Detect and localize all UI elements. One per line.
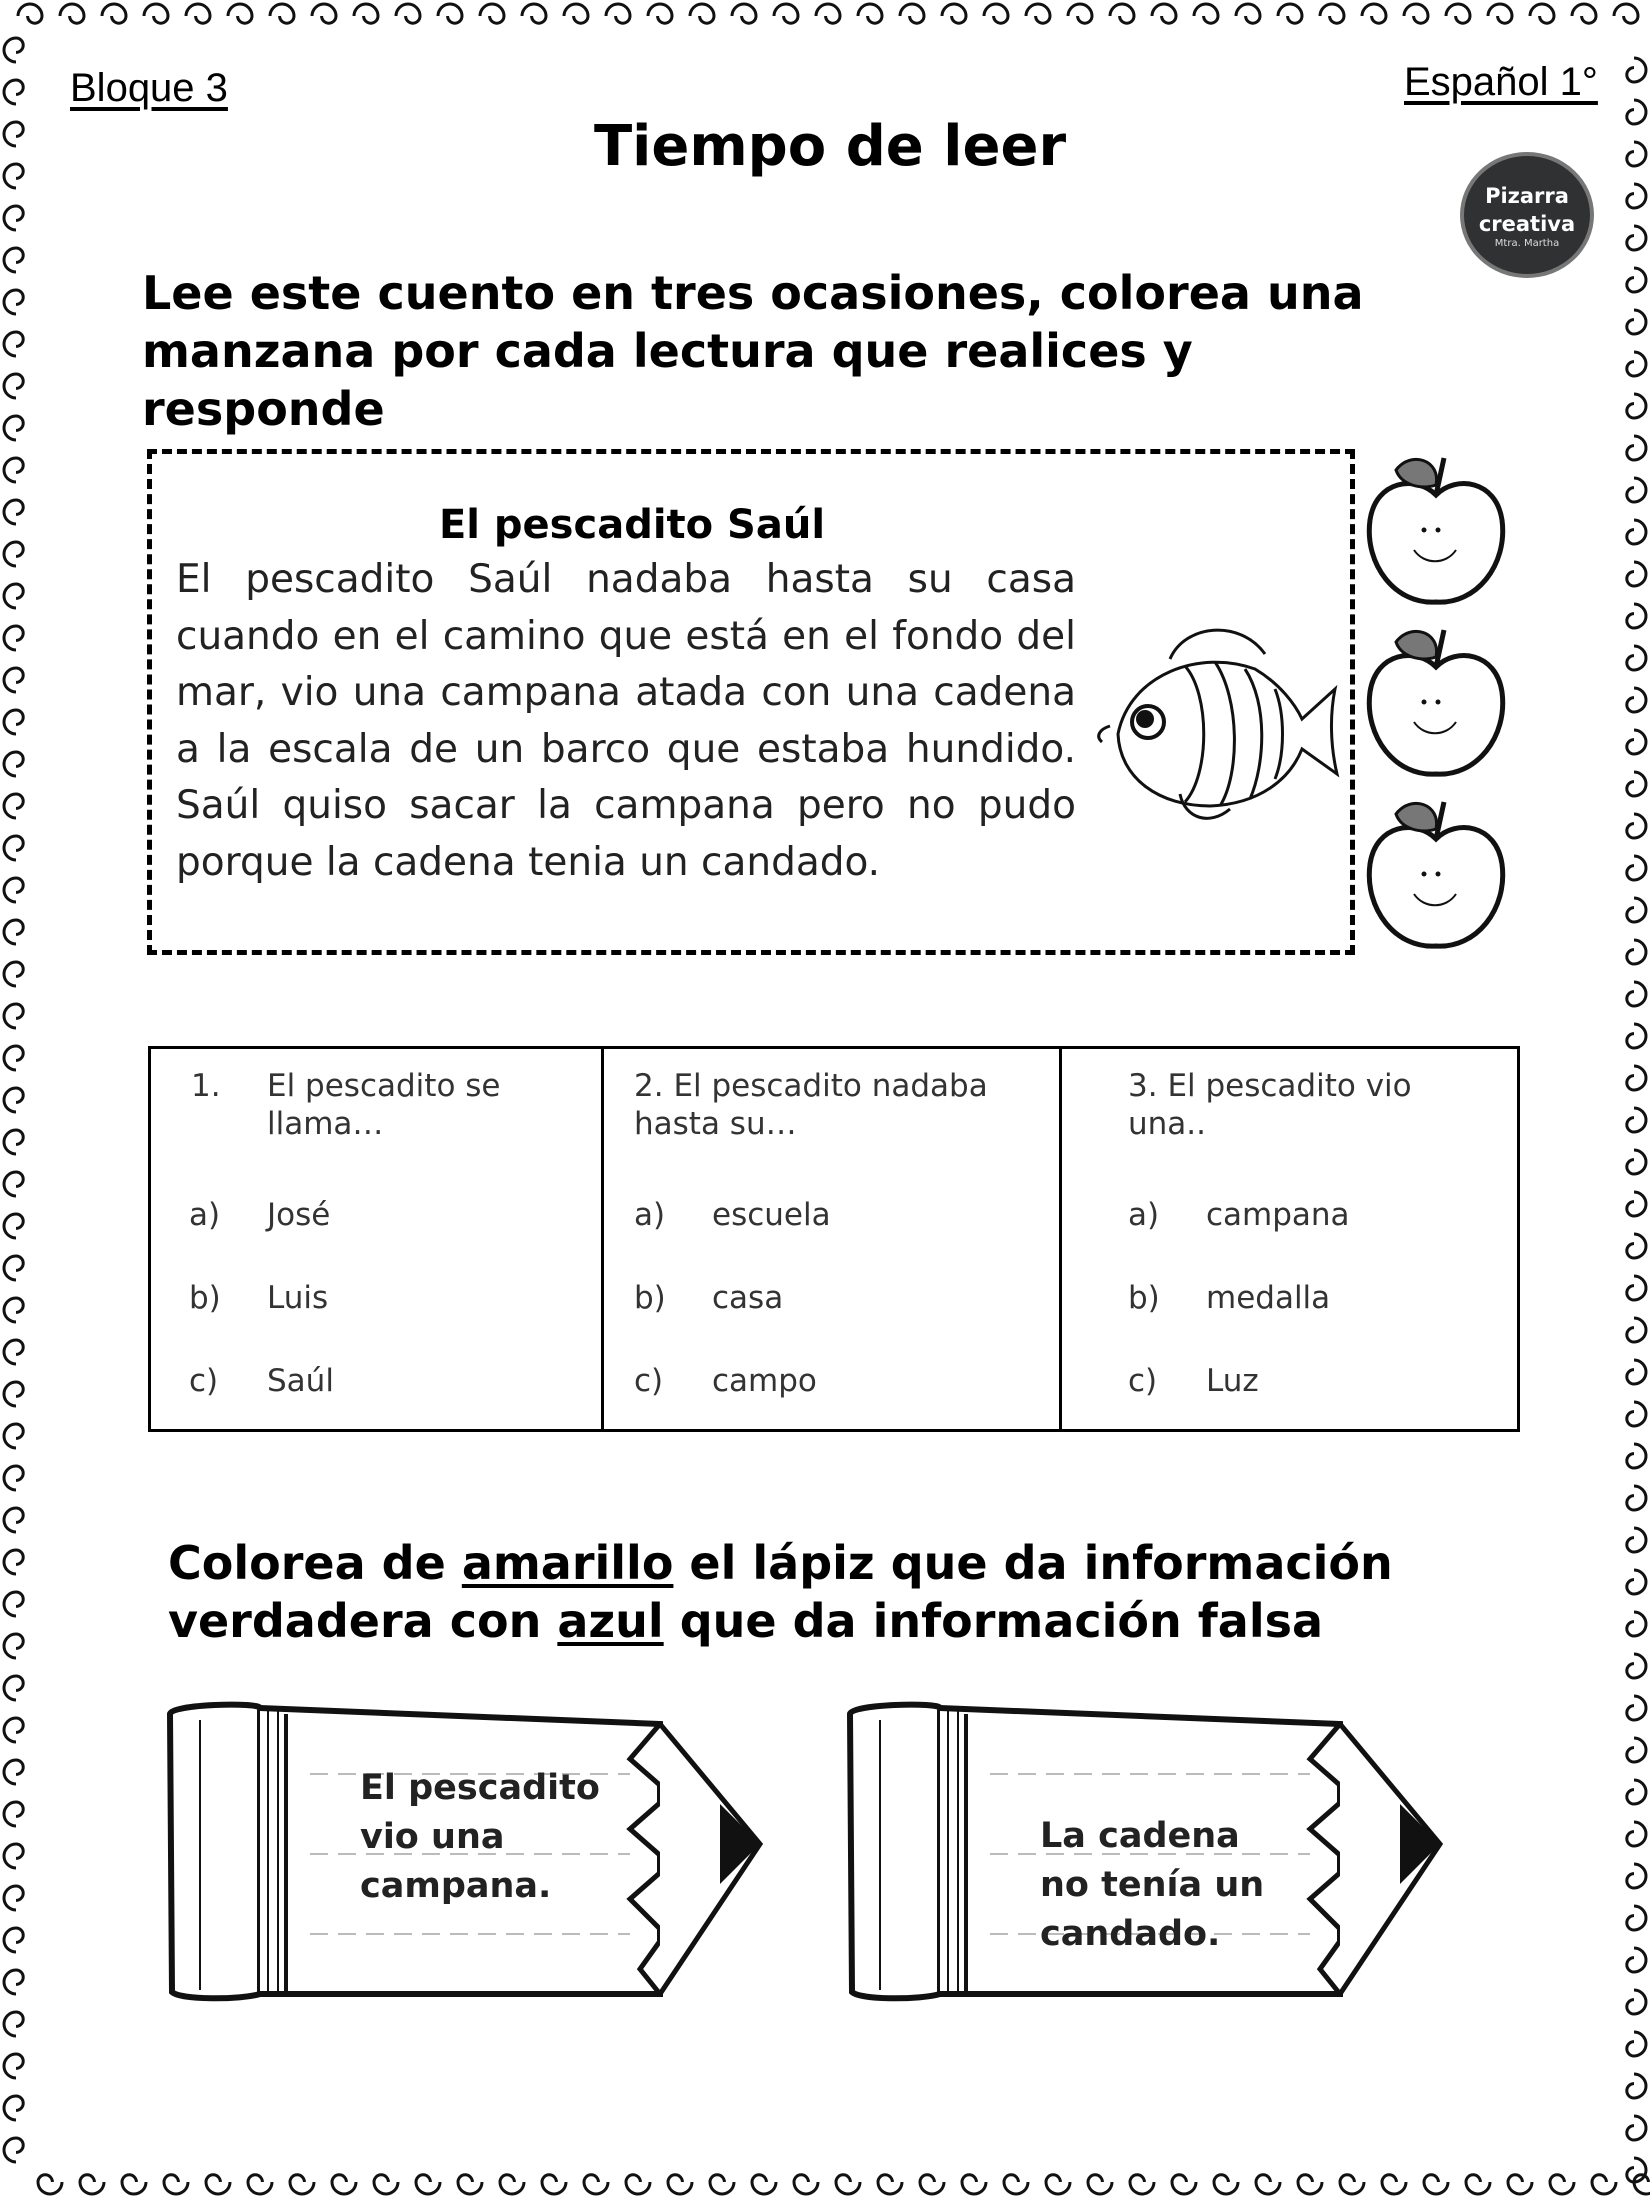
reading-apples xyxy=(1356,440,1518,960)
border-swirl xyxy=(312,4,336,23)
border-swirl xyxy=(1627,1360,1646,1384)
border-swirl xyxy=(4,1424,23,1448)
option-answer[interactable]: escuela xyxy=(712,1197,831,1233)
border-swirl xyxy=(248,2175,272,2194)
border-swirl xyxy=(1627,1276,1646,1300)
border-swirl xyxy=(794,2175,818,2194)
option-answer[interactable]: Luz xyxy=(1206,1363,1259,1399)
apple-3[interactable] xyxy=(1369,802,1502,946)
border-swirl xyxy=(1614,4,1638,23)
border-swirl xyxy=(4,1004,23,1028)
border-swirl xyxy=(4,290,23,314)
question-number: 2. xyxy=(634,1068,664,1104)
question-2 xyxy=(603,1048,1061,1431)
instruction-reading-line2: manzana por cada lectura que realices y responde xyxy=(142,324,1193,436)
border-swirl xyxy=(206,2175,230,2194)
border-swirl xyxy=(1046,2175,1070,2194)
border-swirl xyxy=(1004,2175,1028,2194)
border-swirl xyxy=(4,1676,23,1700)
border-swirl xyxy=(1627,1234,1646,1258)
border-swirl xyxy=(1627,1150,1646,1174)
border-swirl xyxy=(1592,2175,1616,2194)
border-swirl xyxy=(1627,1570,1646,1594)
border-swirl xyxy=(836,2175,860,2194)
border-swirl xyxy=(1627,604,1646,628)
border-swirl xyxy=(4,416,23,440)
border-swirl xyxy=(4,710,23,734)
border-swirl xyxy=(1627,1024,1646,1048)
border-swirl xyxy=(1627,2116,1646,2140)
border-swirl xyxy=(60,4,84,23)
option-answer[interactable]: José xyxy=(267,1197,331,1233)
border-swirl xyxy=(1214,2175,1238,2194)
border-swirl xyxy=(1627,268,1646,292)
subject-label: Español 1° xyxy=(1404,60,1598,104)
block-label: Bloque 3 xyxy=(70,66,228,110)
border-swirl xyxy=(438,4,462,23)
border-swirl xyxy=(1627,2074,1646,2098)
option-answer[interactable]: casa xyxy=(712,1280,784,1316)
border-swirl xyxy=(1627,226,1646,250)
border-swirl xyxy=(1627,898,1646,922)
option-answer[interactable]: campana xyxy=(1206,1197,1350,1233)
border-swirl xyxy=(186,4,210,23)
border-swirl xyxy=(4,752,23,776)
border-swirl xyxy=(1488,4,1512,23)
border-swirl xyxy=(4,1550,23,1574)
border-swirl xyxy=(878,2175,902,2194)
instruction-pencils-line2: verdadera con azul que da información falsa xyxy=(168,1594,1324,1648)
border-swirl xyxy=(1627,1066,1646,1090)
border-swirl xyxy=(4,1046,23,1070)
border-swirl xyxy=(4,1886,23,1910)
border-swirl xyxy=(1424,2175,1448,2194)
border-swirl xyxy=(164,2175,188,2194)
border-swirl xyxy=(1627,58,1646,82)
border-swirl xyxy=(1627,310,1646,334)
border-swirl xyxy=(920,2175,944,2194)
border-swirl xyxy=(332,2175,356,2194)
border-swirl xyxy=(1627,982,1646,1006)
border-swirl xyxy=(1026,4,1050,23)
option-answer[interactable]: medalla xyxy=(1206,1280,1331,1316)
story-title: El pescadito Saúl xyxy=(438,502,826,548)
logo-signature: Mtra. Martha xyxy=(1494,238,1560,249)
border-swirl xyxy=(4,1172,23,1196)
border-swirl xyxy=(480,4,504,23)
instruction-pencils xyxy=(168,1534,1528,1650)
border-swirl xyxy=(144,4,168,23)
border-swirl xyxy=(38,2175,62,2194)
border-swirl xyxy=(668,2175,692,2194)
border-swirl xyxy=(1088,2175,1112,2194)
border-swirl xyxy=(1172,2175,1196,2194)
border-swirl xyxy=(1466,2175,1490,2194)
logo-line2: creativa xyxy=(1478,212,1576,236)
border-swirl xyxy=(374,2175,398,2194)
border-swirl xyxy=(1627,562,1646,586)
border-swirl xyxy=(122,2175,146,2194)
border-swirl xyxy=(4,920,23,944)
border-swirl xyxy=(228,4,252,23)
border-swirl xyxy=(1627,1528,1646,1552)
border-swirl xyxy=(102,4,126,23)
border-swirl xyxy=(1446,4,1470,23)
border-swirl xyxy=(1068,4,1092,23)
question-number: 3. xyxy=(1128,1068,1158,1104)
pencil-1-text: El pescadito vio una campana. xyxy=(360,1768,600,1906)
border-swirl xyxy=(1627,772,1646,796)
border-swirl xyxy=(4,1382,23,1406)
border-swirl xyxy=(1627,1654,1646,1678)
option-answer[interactable]: Saúl xyxy=(267,1363,334,1399)
border-swirl xyxy=(1627,394,1646,418)
border-swirl xyxy=(1627,1444,1646,1468)
questions-table xyxy=(148,1046,1520,1432)
border-swirl xyxy=(710,2175,734,2194)
border-swirl xyxy=(1627,1486,1646,1510)
border-swirl xyxy=(4,794,23,818)
border-swirl xyxy=(1627,688,1646,712)
border-swirl xyxy=(4,836,23,860)
border-swirl xyxy=(1320,4,1344,23)
border-swirl xyxy=(354,4,378,23)
question-3 xyxy=(1061,1048,1519,1431)
border-swirl xyxy=(1298,2175,1322,2194)
border-swirl xyxy=(1627,436,1646,460)
border-swirl xyxy=(1627,856,1646,880)
logo-line1: Pizarra xyxy=(1485,184,1569,208)
border-swirl xyxy=(1627,1318,1646,1342)
option-letter: a) xyxy=(634,1197,666,1233)
pencil-true-false-1[interactable] xyxy=(160,1694,830,2014)
border-swirl xyxy=(4,626,23,650)
pencil-2-text: La cadena no tenía un candado. xyxy=(1040,1816,1265,1954)
border-swirl xyxy=(774,4,798,23)
apple-1[interactable] xyxy=(1369,458,1502,602)
border-swirl xyxy=(1256,2175,1280,2194)
border-swirl xyxy=(858,4,882,23)
border-swirl xyxy=(1340,2175,1364,2194)
border-swirl xyxy=(1627,1402,1646,1426)
border-swirl xyxy=(4,2096,23,2120)
border-swirl xyxy=(4,1802,23,1826)
instruction-reading xyxy=(142,264,1442,438)
option-letter: b) xyxy=(634,1280,666,1316)
border-swirl xyxy=(900,4,924,23)
question-text: El pescadito vio una.. xyxy=(1128,1068,1412,1142)
story-box xyxy=(147,449,1355,955)
border-swirl xyxy=(4,1970,23,1994)
border-swirl xyxy=(564,4,588,23)
border-swirl xyxy=(1130,2175,1154,2194)
border-swirl xyxy=(690,4,714,23)
border-swirl xyxy=(1627,1990,1646,2014)
border-swirl xyxy=(1627,1696,1646,1720)
instruction-reading-line1: Lee este cuento en tres ocasiones, colorea una xyxy=(142,266,1364,320)
border-swirl xyxy=(1382,2175,1406,2194)
border-swirl xyxy=(4,1130,23,1154)
border-swirl xyxy=(648,4,672,23)
question-text: El pescadito se llama… xyxy=(267,1068,501,1142)
border-swirl xyxy=(1627,478,1646,502)
border-swirl xyxy=(18,4,42,23)
option-letter: c) xyxy=(1128,1363,1158,1399)
border-swirl xyxy=(458,2175,482,2194)
border-swirl xyxy=(984,4,1008,23)
border-swirl xyxy=(4,1508,23,1532)
border-swirl xyxy=(4,962,23,986)
page-title: Tiempo de leer xyxy=(593,114,1067,179)
border-swirl xyxy=(606,4,630,23)
border-swirl xyxy=(4,500,23,524)
border-swirl xyxy=(4,1466,23,1490)
border-swirl xyxy=(4,374,23,398)
border-swirl xyxy=(4,80,23,104)
border-swirl xyxy=(1627,184,1646,208)
border-swirl xyxy=(4,1718,23,1742)
fish-illustration xyxy=(1090,614,1340,829)
questions-row xyxy=(150,1048,1519,1431)
option-answer[interactable]: Luis xyxy=(267,1280,329,1316)
border-swirl xyxy=(1194,4,1218,23)
border-swirl xyxy=(4,878,23,902)
border-swirl xyxy=(1627,1948,1646,1972)
border-swirl xyxy=(584,2175,608,2194)
story-text: El pescadito Saúl nadaba hasta su casa cuando en el camino que está en el fondo del mar, vio una campana atada con una cadena a la escala de un barco que estaba hundido. Saúl quiso sacar la campana pero no pudo porque la cadena tenia un candado. xyxy=(176,557,1076,885)
border-swirl xyxy=(4,206,23,230)
border-swirl xyxy=(4,584,23,608)
pizarra-creativa-logo xyxy=(1460,152,1594,278)
border-swirl xyxy=(4,1928,23,1952)
border-swirl xyxy=(1627,730,1646,754)
border-swirl xyxy=(4,1214,23,1238)
border-swirl xyxy=(4,248,23,272)
border-swirl xyxy=(4,458,23,482)
question-number: 1. xyxy=(191,1068,221,1104)
instruction-pencils-line1: Colorea de amarillo el lápiz que da información xyxy=(168,1536,1393,1590)
border-swirl xyxy=(500,2175,524,2194)
apple-2[interactable] xyxy=(1369,630,1502,774)
border-swirl xyxy=(732,4,756,23)
border-swirl xyxy=(816,4,840,23)
border-swirl xyxy=(1627,1738,1646,1762)
border-swirl xyxy=(1236,4,1260,23)
border-swirl xyxy=(4,1592,23,1616)
border-swirl xyxy=(1627,940,1646,964)
border-swirl xyxy=(4,1298,23,1322)
border-swirl xyxy=(4,332,23,356)
border-swirl xyxy=(942,4,966,23)
border-swirl xyxy=(1627,1108,1646,1132)
border-swirl xyxy=(1627,814,1646,838)
border-swirl xyxy=(4,1634,23,1658)
option-letter: c) xyxy=(189,1363,219,1399)
border-swirl xyxy=(1530,4,1554,23)
border-swirl xyxy=(416,2175,440,2194)
border-swirl xyxy=(1278,4,1302,23)
border-swirl xyxy=(4,2012,23,2036)
option-letter: b) xyxy=(189,1280,221,1316)
border-swirl xyxy=(1627,1864,1646,1888)
border-swirl xyxy=(1627,2032,1646,2056)
border-swirl xyxy=(1550,2175,1574,2194)
border-swirl xyxy=(1627,352,1646,376)
border-swirl xyxy=(1627,1612,1646,1636)
border-swirl xyxy=(1152,4,1176,23)
border-swirl xyxy=(4,1088,23,1112)
border-swirl xyxy=(1404,4,1428,23)
border-swirl xyxy=(962,2175,986,2194)
border-swirl xyxy=(1627,1822,1646,1846)
border-swirl xyxy=(1508,2175,1532,2194)
border-swirl xyxy=(1627,646,1646,670)
border-swirl xyxy=(1627,1192,1646,1216)
border-swirl xyxy=(752,2175,776,2194)
question-1 xyxy=(150,1048,603,1431)
blue-word: azul xyxy=(557,1594,664,1648)
option-letter: a) xyxy=(189,1197,221,1233)
border-swirl xyxy=(396,4,420,23)
border-swirl xyxy=(4,1256,23,1280)
border-swirl xyxy=(270,4,294,23)
border-swirl xyxy=(1572,4,1596,23)
option-letter: b) xyxy=(1128,1280,1160,1316)
border-swirl xyxy=(626,2175,650,2194)
border-swirl xyxy=(1627,520,1646,544)
border-swirl xyxy=(4,2054,23,2078)
border-swirl xyxy=(4,668,23,692)
border-swirl xyxy=(4,1340,23,1364)
question-text: El pescadito nadaba hasta su… xyxy=(634,1068,988,1142)
border-swirl xyxy=(4,38,23,62)
border-swirl xyxy=(1110,4,1134,23)
option-answer[interactable]: campo xyxy=(712,1363,817,1399)
border-swirl xyxy=(1627,1780,1646,1804)
border-swirl xyxy=(542,2175,566,2194)
border-swirl xyxy=(4,2138,23,2162)
border-swirl xyxy=(4,1844,23,1868)
border-swirl xyxy=(290,2175,314,2194)
option-letter: c) xyxy=(634,1363,664,1399)
pencil-true-false-2[interactable] xyxy=(840,1694,1510,2014)
border-swirl xyxy=(4,542,23,566)
border-swirl xyxy=(80,2175,104,2194)
border-swirl xyxy=(1362,4,1386,23)
border-swirl xyxy=(1627,1906,1646,1930)
yellow-word: amarillo xyxy=(461,1536,674,1590)
border-swirl xyxy=(522,4,546,23)
option-letter: a) xyxy=(1128,1197,1160,1233)
border-swirl xyxy=(4,1760,23,1784)
